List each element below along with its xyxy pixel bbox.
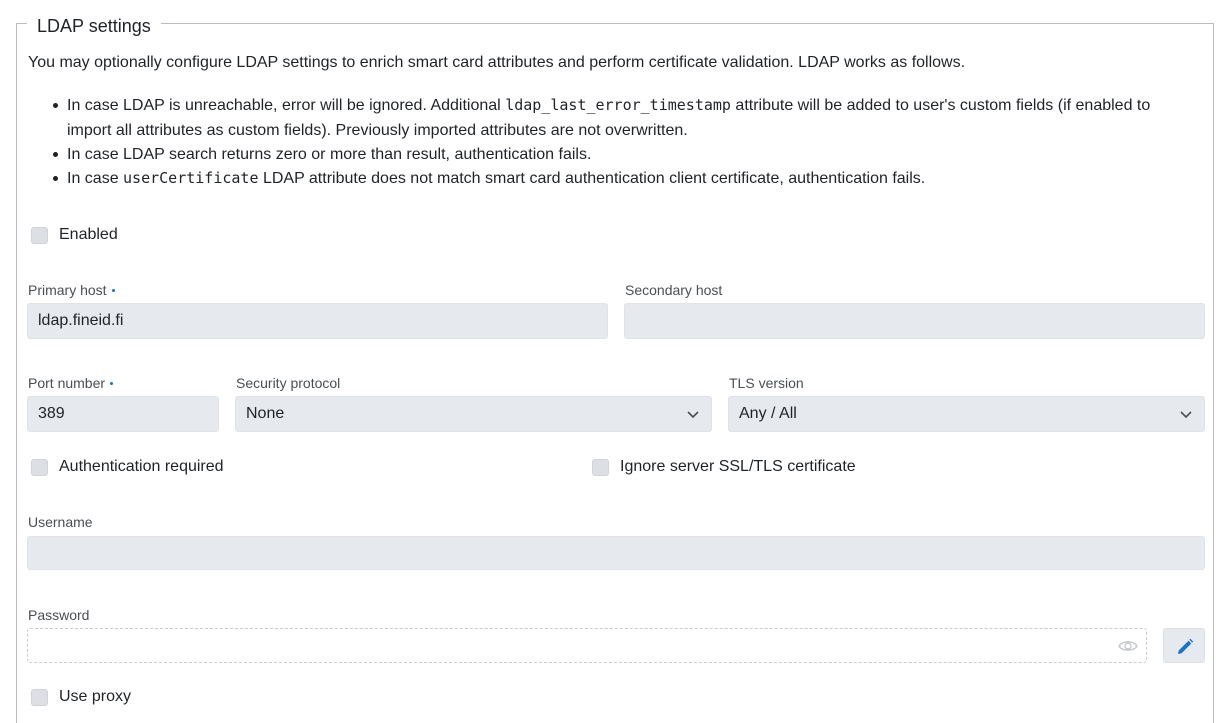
port-number-input[interactable] bbox=[27, 396, 219, 432]
primary-host-label: Primary host bbox=[28, 282, 115, 298]
enabled-checkbox-row[interactable] bbox=[31, 226, 118, 244]
required-indicator bbox=[110, 382, 113, 385]
list-item: In case LDAP search returns zero or more than result, authentication fails. bbox=[48, 142, 1198, 167]
security-protocol-select[interactable] bbox=[235, 396, 712, 432]
ignore-ssl-checkbox[interactable] bbox=[592, 459, 609, 476]
enabled-checkbox[interactable] bbox=[31, 227, 48, 244]
ignore-ssl-checkbox-row[interactable] bbox=[592, 458, 856, 476]
auth-required-label: Authentication required bbox=[59, 458, 224, 475]
list-item: In case LDAP is unreachable, error will be ignored. Additional ldap_last_error_timestamp attribute will be added to user's custom fields (if enabled to import all attributes as custom fields). Previously imported attributes are not overwritten. bbox=[48, 93, 1198, 143]
chevron-down-icon bbox=[687, 408, 699, 420]
secondary-host-label: Secondary host bbox=[625, 282, 723, 298]
primary-host-input[interactable] bbox=[27, 303, 608, 339]
enabled-label: Enabled bbox=[59, 226, 118, 243]
port-number-label: Port number bbox=[28, 375, 113, 391]
tls-version-select[interactable] bbox=[728, 396, 1205, 432]
tls-version-value: Any / All bbox=[739, 405, 797, 422]
use-proxy-checkbox[interactable] bbox=[31, 689, 48, 706]
ldap-behavior-list bbox=[48, 93, 1198, 190]
username-label: Username bbox=[28, 514, 93, 530]
username-input[interactable] bbox=[27, 536, 1205, 570]
auth-required-checkbox[interactable] bbox=[31, 459, 48, 476]
password-label: Password bbox=[28, 607, 90, 623]
eye-icon[interactable] bbox=[1118, 637, 1138, 655]
use-proxy-checkbox-row[interactable] bbox=[31, 688, 131, 706]
list-item: In case userCertificate LDAP attribute does not match smart card authentication client certificate, authentication fails. bbox=[48, 166, 1198, 191]
auth-required-checkbox-row[interactable] bbox=[31, 458, 224, 476]
section-title: LDAP settings bbox=[27, 15, 161, 37]
intro-text: You may optionally configure LDAP settings to enrich smart card attributes and perform certificate validation. LDAP works as follows. bbox=[28, 54, 966, 71]
required-indicator bbox=[112, 289, 115, 292]
tls-version-label: TLS version bbox=[729, 375, 804, 391]
ignore-ssl-label: Ignore server SSL/TLS certificate bbox=[620, 458, 856, 475]
security-protocol-value: None bbox=[246, 405, 285, 422]
pencil-icon bbox=[1176, 638, 1194, 656]
edit-password-button[interactable] bbox=[1163, 628, 1205, 663]
use-proxy-label: Use proxy bbox=[59, 688, 132, 705]
secondary-host-input[interactable] bbox=[624, 303, 1205, 339]
security-protocol-label: Security protocol bbox=[236, 375, 341, 391]
chevron-down-icon bbox=[1180, 408, 1192, 420]
password-input[interactable] bbox=[27, 628, 1147, 663]
